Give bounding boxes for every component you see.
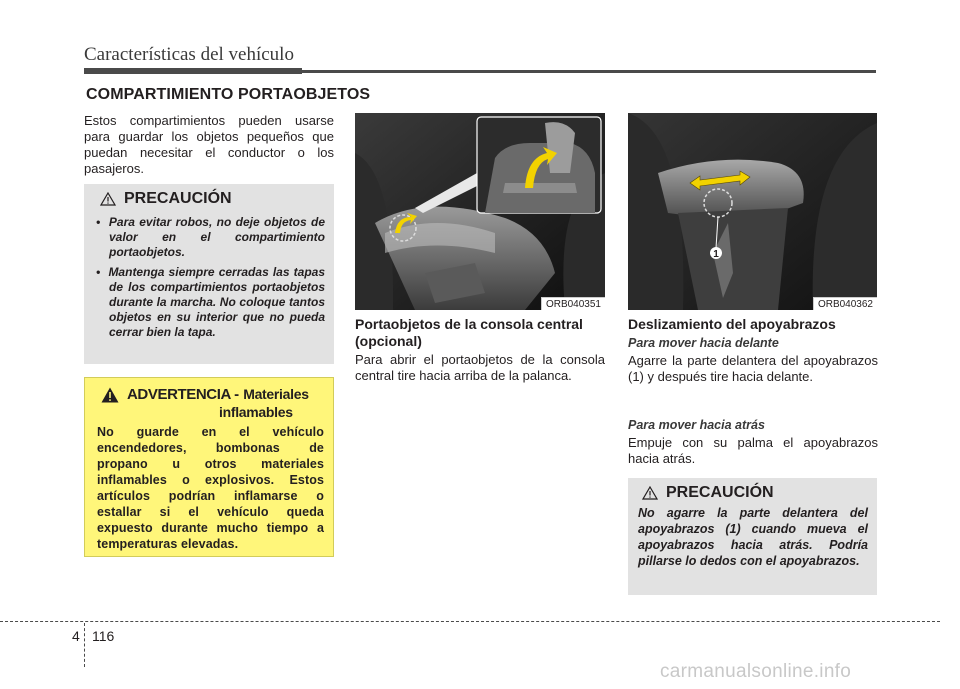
console-storage-figure: [355, 113, 605, 310]
armrest-slide-title: Deslizamiento del apoyabrazos: [628, 316, 836, 332]
caution-title: PRECAUCIÓN: [666, 484, 774, 501]
caution-triangle-icon: [642, 486, 658, 500]
console-storage-title: Portaobjetos de la consola central (opcional): [355, 316, 583, 349]
caution-heading: [100, 190, 325, 208]
armrest-slide-figure: [628, 113, 877, 310]
section-title: COMPARTIMIENTO PORTAOBJETOS: [86, 86, 371, 103]
caution-box-storage: [84, 184, 334, 364]
figure-code-label: ORB040351: [541, 297, 605, 310]
caution-item: • Para evitar robos, no deje objetos de valor en el compartimiento portaobjetos.: [96, 215, 325, 259]
warning-text: No guarde en el vehículo encendedores, bombonas de propano u otros materiales inflamables o explosivos. Estos artículos podrían inflamarse o estallar si el vehículo queda expuesto durante mucho tiempo a temperaturas elevadas.: [97, 425, 324, 551]
armrest-back-text: Empuje con su palma el apoyabrazos hacia atrás.: [628, 435, 878, 466]
warning-subtitle: Materiales: [243, 386, 309, 402]
caution-item: • Mantenga siempre cerradas las tapas de los compartimientos portaobjetos durante la marcha. No coloque tantos objetos en su interior que no pueda cerrar bien la tapa.: [96, 265, 325, 339]
warning-heading: [97, 386, 324, 420]
console-storage-text: Para abrir el portaobjetos de la consola central tire hacia arriba de la palanca.: [355, 352, 605, 383]
armrest-illustration: [628, 113, 877, 310]
footer-divider: [84, 623, 85, 667]
console-illustration: [355, 113, 605, 310]
warning-subtitle-line2: inflamables: [219, 404, 293, 420]
caution-heading: [642, 484, 868, 502]
armrest-callout-number: 1: [713, 249, 719, 260]
chapter-number: 4: [72, 628, 80, 644]
page-header-title: Características del vehículo: [84, 44, 294, 65]
watermark: carmanualsonline.info: [660, 661, 852, 682]
warning-box-flammables: [84, 377, 334, 557]
armrest-forward-label: Para mover hacia delante: [628, 336, 779, 350]
warning-title: ADVERTENCIA -: [127, 386, 239, 403]
caution-list: [96, 215, 325, 340]
caution-text: No agarre la parte delantera del apoyabrazos (1) cuando mueva el apoyabrazos hacia atrás. Podría pillarse lo dedos con el apoyabrazos.: [638, 506, 868, 568]
intro-paragraph: Estos compartimientos pueden usarse para guardar los objetos pequeños que puedan necesitar el conductor o los pasajeros.: [84, 113, 334, 176]
header-rule-accent: [84, 68, 302, 74]
caution-triangle-icon: [100, 192, 116, 206]
caution-box-armrest: [628, 478, 877, 595]
armrest-back-label: Para mover hacia atrás: [628, 418, 765, 432]
page-number: 116: [92, 628, 115, 644]
footer-rule: [0, 621, 940, 622]
caution-title: PRECAUCIÓN: [124, 190, 232, 207]
armrest-forward-text: Agarre la parte delantera del apoyabrazos (1) y después tire hacia delante.: [628, 353, 878, 384]
warning-triangle-icon: [101, 387, 119, 403]
figure-code-label: ORB040362: [813, 297, 877, 310]
